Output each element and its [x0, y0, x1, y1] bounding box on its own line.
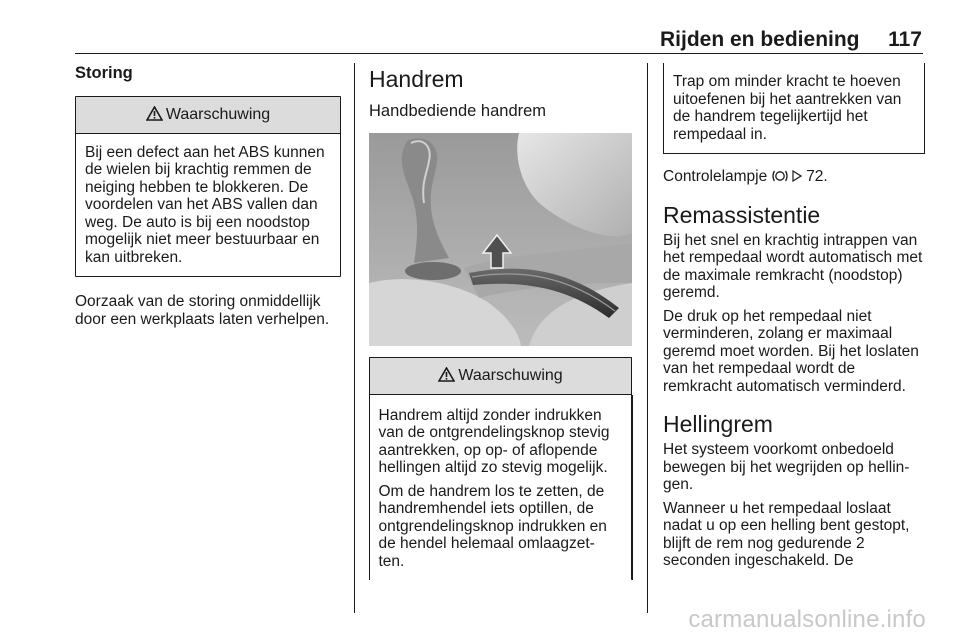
warning-title: Waarschuwing	[165, 105, 271, 123]
section-heading-remassistentie: Remassistentie	[663, 201, 821, 228]
page-reference-icon	[792, 170, 802, 182]
warning-paragraph-1: Handrem altijd zonder indrukken van de ontgrendelingsknop stevig aantrekken, op op- of aflopende hellingen altijd zo stevig mogelijk.	[378, 406, 610, 476]
handbrake-warning-box	[369, 357, 632, 581]
column-divider-1	[354, 63, 355, 613]
warning-continuation-text: Trap om minder kracht te hoeven uitoefenen bij het aantrekken van de handrem tegelijkertijd het rempedaal in.	[673, 73, 902, 143]
section-heading-storing: Storing	[75, 64, 133, 82]
subheading-handbediende-handrem: Handbediende handrem	[369, 102, 547, 120]
column-divider-2	[647, 63, 648, 613]
controle-lamp-reference	[663, 168, 925, 186]
page-number: 117	[888, 28, 922, 51]
section-heading-hellingrem: Hellingrem	[663, 411, 773, 437]
warning-body	[369, 395, 633, 581]
warning-header	[76, 97, 340, 134]
remassistentie-paragraph-1: Bij het snel en krachtig intrappen van het rempedaal wordt automatisch met de maximale remkracht (noodstop) geremd.	[663, 231, 923, 301]
controle-prefix: Controlelampje	[663, 168, 768, 185]
warning-body	[76, 134, 340, 277]
watermark: carmanualsonline.info	[688, 606, 926, 633]
section-heading-handrem: Handrem	[369, 66, 464, 92]
column-1	[75, 63, 341, 328]
remassistentie-paragraph-2: De druk op het rempedaal niet verminderen, zolang er maximaal geremd moet worden. Bij het loslaten van het rempedaal wordt de remkracht automatisch verminderd.	[663, 307, 919, 395]
warning-header	[370, 358, 631, 395]
hellingrem-paragraph-1: Het systeem voorkomt onbedoeld bewegen bij het wegrijden op hellin- gen.	[663, 441, 910, 493]
warning-triangle-icon	[146, 106, 163, 121]
abs-warning-box	[75, 96, 341, 278]
warning-paragraph-2: Om de handrem los te zetten, de handremhendel iets optillen, de ontgrendelingsknop indrukken en de hendel helemaal omlaagzet- ten.	[378, 482, 607, 570]
page-header-title: Rijden en bediening	[660, 28, 860, 51]
warning-title: Waarschuwing	[458, 366, 563, 384]
brake-warning-lamp-icon	[772, 169, 788, 183]
handbrake-illustration	[369, 133, 632, 346]
hellingrem-paragraph-2: Wanneer u het rempedaal loslaat nadat u op een helling bent gestopt, blijft de rem nog gedurende 2 seconden ingeschakeld. De	[663, 499, 910, 569]
header-divider	[75, 53, 923, 54]
column-3	[663, 63, 925, 576]
column-2	[369, 63, 632, 580]
storing-body-text: Oorzaak van de storing onmiddellijk door een werkplaats laten verhelpen.	[75, 293, 330, 328]
warning-body	[664, 63, 924, 153]
warning-continuation-box	[663, 63, 925, 154]
warning-text: Bij een defect aan het ABS kunnen de wielen bij krachtig remmen de neiging hebben te blokkeren. De voordelen van het ABS vallen dan weg. De auto is bij een noodstop mogelijk niet meer bestuurbaar en kan uitbreken.	[85, 143, 325, 266]
controle-page-ref: 72.	[806, 168, 828, 185]
warning-triangle-icon	[438, 367, 455, 382]
